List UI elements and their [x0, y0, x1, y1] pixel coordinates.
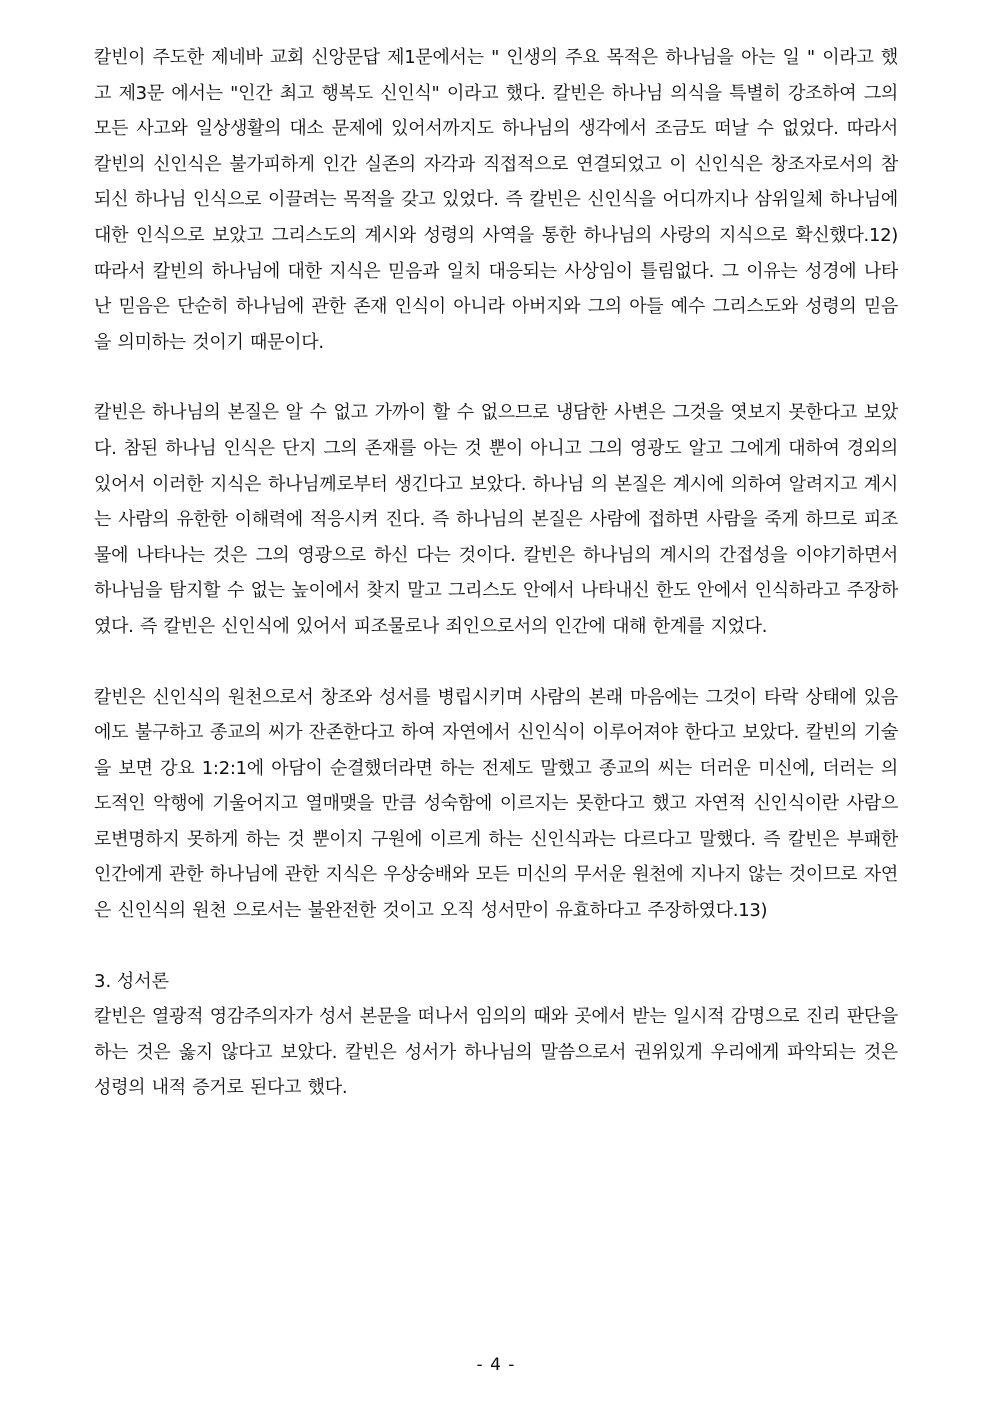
paragraph-gap	[94, 645, 898, 680]
section-heading: 3. 성서론	[94, 970, 170, 992]
body-paragraph-1: 칼빈이 주도한 제네바 교회 신앙문답 제1문에서는 " 인생의 주요 목적은 하나님을 아는 일 " 이라고 했고 제3문 에서는 "인간 최고 행복도 신인식" 이라고 했다. 칼빈은 하나님 의식을 특별히 강조하여 그의 모든 사고와 일상생활의 대소 문제에 있어서까지도 하나님의 생각에서 조금도 떠날 수 없었다. 따라서 칼빈의 신인식은 불가피하게 인간 실존의 자각과 직접적으로 연결되었고 이 신인식은 창조자로서의 참되신 하나님 인식으로 이끌려는 목적을 갖고 있었다. 즉 칼빈은 신인식을 어디까지나 삼위일체 하나님에 대한 인식으로 보았고 그리스도의 계시와 성령의 사역을 통한 하나님의 사랑의 지식으로 확신했다.12) 따라서 칼빈의 하나님에 대한 지식은 믿음과 일치 대응되는 사상임이 틀림없다. 그 이유는 성경에 나타난 믿음은 단순히 하나님에 관한 존재 인식이 아니라 아버지와 그의 아들 예수 그리스도와 성령의 믿음을 의미하는 것이기 때문이다.	[94, 47, 898, 353]
section-paragraph: 칼빈은 열광적 영감주의자가 성서 본문을 떠나서 임의의 때와 곳에서 받는 일시적 감명으로 진리 판단을 하는 것은 옳지 않다고 보았다. 칼빈은 성서가 하나님의 말씀으로서 권위있게 우리에게 파악되는 것은 성령의 내적 증거로 된다고 했다.	[94, 1006, 898, 1099]
page-number: - 4 -	[476, 1355, 516, 1375]
paragraph-gap	[94, 929, 898, 964]
body-paragraph-2: 칼빈은 하나님의 본질은 알 수 없고 가까이 할 수 없으므로 냉담한 사변은 그것을 엿보지 못한다고 보았다. 참된 하나님 인식은 단지 그의 존재를 아는 것 뿐이 아니고 그의 영광도 알고 그에게 대하여 경외의 있어서 이러한 지식은 하나님께로부터 생긴다고 보았다. 하나님 의 본질은 계시에 의하여 알려지고 계시는 사람의 유한한 이해력에 적응시켜 진다. 즉 하나님의 본질은 사람에 접하면 사람을 죽게 하므로 피조물에 나타나는 것은 그의 영광으로 하신 다는 것이다. 칼빈은 하나님의 계시의 간접성을 이야기하면서 하나님을 탐지할 수 없는 높이에서 찾지 말고 그리스도 안에서 나타내신 한도 안에서 인식하라고 주장하였다. 즉 칼빈은 신인식에 있어서 피조물로나 죄인으로서의 인간에 대해 한계를 지었다.	[94, 402, 898, 637]
paragraph-gap	[94, 360, 898, 395]
document-page	[94, 40, 898, 1106]
body-paragraph-3: 칼빈은 신인식의 원천으로서 창조와 성서를 병립시키며 사람의 본래 마음에는 그것이 타락 상태에 있음에도 불구하고 종교의 씨가 잔존한다고 하여 자연에서 신인식이 이루어져야 한다고 보았다. 칼빈의 기술을 보면 강요 1:2:1에 아담이 순결했더라면 하는 전제도 말했고 종교의 씨는 더러운 미신에, 더러는 의도적인 악행에 기울어지고 열매맺을 만큼 성숙함에 이르지는 못한다고 했고 자연적 신인식이란 사람으로변명하지 못하게 하는 것 뿐이지 구원에 이르게 하는 신인식과는 다르다고 말했다. 즉 칼빈은 부패한 인간에게 관한 하나님에 관한 지식은 우상숭배와 모든 미신의 무서운 원천에 지나지 않는 것이므로 자연은 신인식의 원천 으로서는 불완전한 것이고 오직 성서만이 유효하다고 주장하였다.13)	[94, 686, 898, 922]
